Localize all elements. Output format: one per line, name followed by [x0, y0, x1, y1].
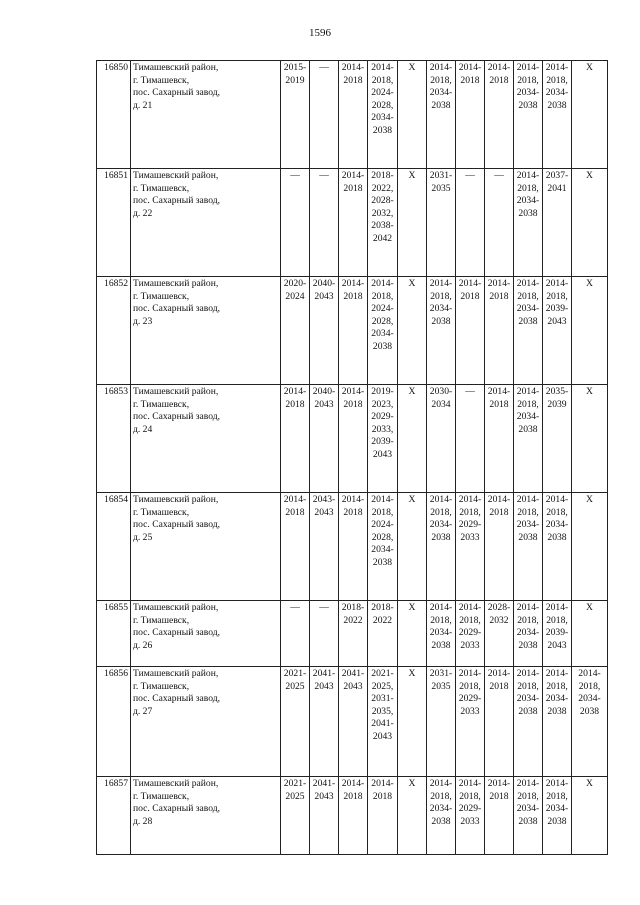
period-cell: —	[485, 169, 514, 277]
table-body	[97, 61, 608, 855]
period-cell: 2014- 2018	[485, 667, 514, 777]
address-line: Тимашевский район,	[133, 170, 219, 181]
address-line: пос. Сахарный завод,	[133, 627, 221, 639]
address-line: г. Тимашевск,	[133, 182, 190, 194]
address-line: пос. Сахарный завод,	[133, 693, 221, 705]
period-cell: 2014- 2018, 2034- 2038	[427, 277, 456, 385]
period-cell: —	[456, 385, 485, 493]
address-line: пос. Сахарный завод,	[133, 195, 221, 207]
period-cell: X	[398, 61, 427, 169]
period-cell: 2014- 2018	[485, 777, 514, 855]
address-line: Тимашевский район,	[133, 494, 219, 505]
address-line: г. Тимашевск,	[133, 680, 190, 692]
address-line: Тимашевский район,	[133, 278, 219, 289]
period-cell: 2018- 2022, 2028- 2032, 2038- 2042	[368, 169, 398, 277]
address-cell	[131, 493, 281, 601]
period-cell: 2041- 2043	[339, 667, 368, 777]
period-cell: 2040- 2043	[310, 277, 339, 385]
period-cell: X	[398, 169, 427, 277]
period-cell: 2014- 2018, 2029- 2033	[456, 601, 485, 667]
table-row	[97, 493, 608, 601]
period-cell: 2014- 2018, 2034- 2038	[514, 777, 543, 855]
period-cell: X	[398, 777, 427, 855]
period-cell: 2041- 2043	[310, 667, 339, 777]
period-cell: X	[572, 601, 608, 667]
period-cell: 2014- 2018, 2029- 2033	[456, 667, 485, 777]
address-line: д. 27	[133, 705, 153, 717]
period-cell: 2035- 2039	[543, 385, 572, 493]
period-cell: 2014- 2018, 2029- 2033	[456, 493, 485, 601]
period-cell: 2014- 2018, 2024- 2028, 2034- 2038	[368, 61, 398, 169]
address-line: г. Тимашевск,	[133, 614, 190, 626]
address-cell	[131, 667, 281, 777]
period-cell: 2014- 2018	[339, 777, 368, 855]
address-line: д. 25	[133, 531, 153, 543]
period-cell: 2020- 2024	[281, 277, 310, 385]
page-number: 1596	[309, 27, 331, 39]
address-line: д. 26	[133, 639, 153, 651]
period-cell: 2030- 2034	[427, 385, 456, 493]
address-line: пос. Сахарный завод,	[133, 803, 221, 815]
period-cell: X	[572, 385, 608, 493]
period-cell: 2041- 2043	[310, 777, 339, 855]
period-cell: X	[572, 61, 608, 169]
period-cell: 2014- 2018, 2034- 2038	[514, 493, 543, 601]
period-cell: X	[398, 493, 427, 601]
address-line: д. 24	[133, 423, 153, 435]
period-cell: X	[572, 493, 608, 601]
period-cell: 2014- 2018, 2034- 2038	[427, 493, 456, 601]
record-number: 16857	[97, 777, 131, 855]
period-cell: 2019- 2023, 2029- 2033, 2039- 2043	[368, 385, 398, 493]
period-cell: 2014- 2018, 2034- 2038	[514, 169, 543, 277]
period-cell: 2014- 2018	[339, 169, 368, 277]
address-cell	[131, 61, 281, 169]
address-line: г. Тимашевск,	[133, 398, 190, 410]
period-cell: 2014- 2018, 2024- 2028, 2034- 2038	[368, 493, 398, 601]
address-line: пос. Сахарный завод,	[133, 303, 221, 315]
period-cell: 2014- 2018, 2024- 2028, 2034- 2038	[368, 277, 398, 385]
address-line: г. Тимашевск,	[133, 506, 190, 518]
period-cell: 2031- 2035	[427, 169, 456, 277]
address-line: д. 23	[133, 315, 153, 327]
period-cell: 2014- 2018	[485, 61, 514, 169]
period-cell: 2021- 2025	[281, 667, 310, 777]
table-row	[97, 277, 608, 385]
period-cell: 2031- 2035	[427, 667, 456, 777]
record-number: 16851	[97, 169, 131, 277]
record-number: 16854	[97, 493, 131, 601]
address-line: д. 21	[133, 99, 153, 111]
period-cell: 2014- 2018, 2034- 2038	[543, 493, 572, 601]
period-cell: 2014- 2018	[485, 493, 514, 601]
period-cell: X	[398, 385, 427, 493]
period-cell: —	[310, 601, 339, 667]
period-cell: 2014- 2018, 2034- 2038	[514, 385, 543, 493]
period-cell: 2014- 2018	[456, 61, 485, 169]
schedule-table	[96, 60, 608, 855]
table-row	[97, 777, 608, 855]
address-line: г. Тимашевск,	[133, 74, 190, 86]
period-cell: 2014- 2018, 2034- 2038	[514, 277, 543, 385]
address-line: д. 22	[133, 207, 153, 219]
period-cell: 2014- 2018	[339, 277, 368, 385]
period-cell: X	[572, 777, 608, 855]
table-row	[97, 385, 608, 493]
period-cell: 2014- 2018	[485, 385, 514, 493]
period-cell: 2014- 2018, 2034- 2038	[543, 777, 572, 855]
address-cell	[131, 277, 281, 385]
period-cell: X	[398, 277, 427, 385]
address-line: д. 28	[133, 815, 153, 827]
period-cell: 2014- 2018, 2034- 2038	[427, 777, 456, 855]
period-cell: 2040- 2043	[310, 385, 339, 493]
period-cell: 2021- 2025, 2031- 2035, 2041- 2043	[368, 667, 398, 777]
record-number: 16855	[97, 601, 131, 667]
address-line: пос. Сахарный завод,	[133, 87, 221, 99]
period-cell: 2014- 2018, 2034- 2038	[514, 601, 543, 667]
period-cell: X	[572, 277, 608, 385]
period-cell: 2014- 2018, 2034- 2038	[514, 61, 543, 169]
table-row	[97, 61, 608, 169]
period-cell: 2014- 2018	[281, 385, 310, 493]
period-cell: 2015- 2019	[281, 61, 310, 169]
period-cell: 2014- 2018, 2034- 2038	[543, 667, 572, 777]
period-cell: —	[310, 169, 339, 277]
address-line: пос. Сахарный завод,	[133, 411, 221, 423]
period-cell: 2014- 2018	[339, 61, 368, 169]
address-line: г. Тимашевск,	[133, 290, 190, 302]
period-cell: 2014- 2018	[456, 277, 485, 385]
period-cell: 2037- 2041	[543, 169, 572, 277]
period-cell: 2028- 2032	[485, 601, 514, 667]
address-line: Тимашевский район,	[133, 602, 219, 613]
period-cell: 2014- 2018, 2034- 2038	[572, 667, 608, 777]
period-cell: —	[281, 601, 310, 667]
address-line: пос. Сахарный завод,	[133, 519, 221, 531]
period-cell: 2014- 2018, 2034- 2038	[427, 61, 456, 169]
period-cell: —	[281, 169, 310, 277]
address-line: Тимашевский район,	[133, 62, 219, 73]
table-row	[97, 169, 608, 277]
address-cell	[131, 601, 281, 667]
record-number: 16850	[97, 61, 131, 169]
period-cell: 2014- 2018, 2034- 2038	[514, 667, 543, 777]
address-line: Тимашевский район,	[133, 386, 219, 397]
period-cell: 2018- 2022	[339, 601, 368, 667]
period-cell: 2014- 2018	[485, 277, 514, 385]
address-cell	[131, 385, 281, 493]
period-cell: 2014- 2018	[339, 493, 368, 601]
period-cell: —	[456, 169, 485, 277]
table-row	[97, 667, 608, 777]
address-cell	[131, 169, 281, 277]
period-cell: X	[398, 667, 427, 777]
record-number: 16852	[97, 277, 131, 385]
period-cell: —	[310, 61, 339, 169]
record-number: 16853	[97, 385, 131, 493]
address-line: Тимашевский район,	[133, 668, 219, 679]
period-cell: 2018- 2022	[368, 601, 398, 667]
period-cell: 2014- 2018, 2034- 2038	[543, 61, 572, 169]
period-cell: 2021- 2025	[281, 777, 310, 855]
period-cell: 2014- 2018	[339, 385, 368, 493]
period-cell: 2014- 2018	[368, 777, 398, 855]
record-number: 16856	[97, 667, 131, 777]
period-cell: 2014- 2018, 2034- 2038	[427, 601, 456, 667]
address-cell	[131, 777, 281, 855]
period-cell: X	[572, 169, 608, 277]
period-cell: 2014- 2018, 2039- 2043	[543, 601, 572, 667]
period-cell: 2014- 2018, 2029- 2033	[456, 777, 485, 855]
table-row	[97, 601, 608, 667]
period-cell: X	[398, 601, 427, 667]
address-line: Тимашевский район,	[133, 778, 219, 789]
period-cell: 2043- 2043	[310, 493, 339, 601]
period-cell: 2014- 2018, 2039- 2043	[543, 277, 572, 385]
address-line: г. Тимашевск,	[133, 790, 190, 802]
period-cell: 2014- 2018	[281, 493, 310, 601]
